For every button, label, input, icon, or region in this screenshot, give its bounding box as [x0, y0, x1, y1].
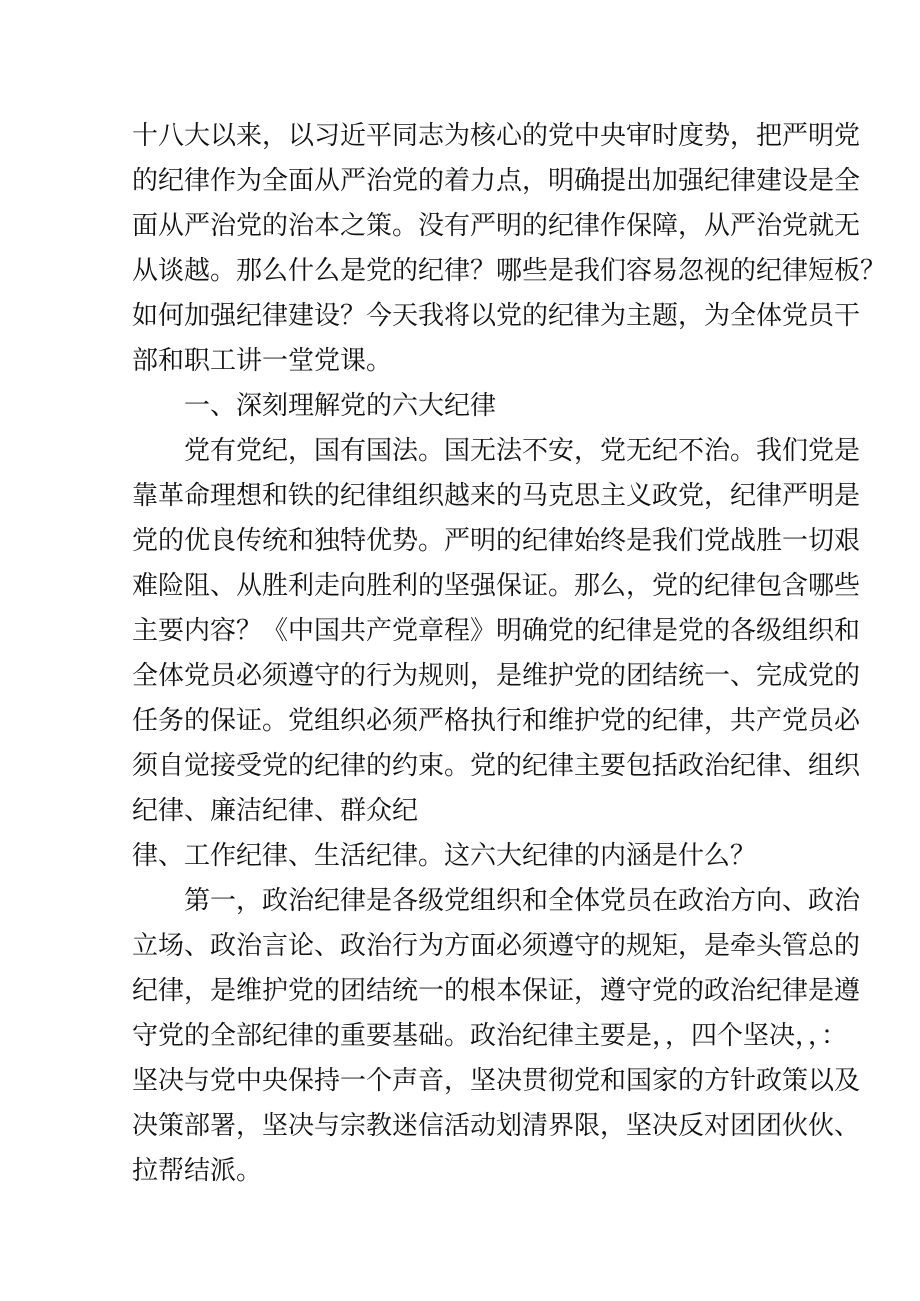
text-line: 如何加强纪律建设？今天我将以党的纪律为主题，为全体党员干	[132, 301, 861, 331]
text-line: 第一，政治纪律是各级党组织和全体党员在政治方向、政治	[184, 886, 861, 916]
text-line: 须自觉接受党的纪律的约束。党的纪律主要包括政治纪律、组织	[132, 751, 861, 781]
text-line: 任务的保证。党组织必须严格执行和维护党的纪律，共产党员必	[132, 706, 861, 736]
paragraph-intro	[132, 114, 887, 384]
paragraph-political-discipline	[132, 879, 861, 1194]
text-line: 律、工作纪律、生活纪律。这六大纪律的内涵是什么？	[132, 841, 757, 871]
text-line: 从谈越。那么什么是党的纪律？哪些是我们容易忽视的纪律短板？	[132, 256, 887, 286]
text-line: 立场、政治言论、政治行为方面必须遵守的规矩，是牵头管总的	[132, 931, 861, 961]
text-line: 纪律、廉洁纪律、群众纪	[132, 796, 419, 826]
document-body	[132, 114, 887, 1194]
text-line: 拉帮结派。	[132, 1156, 263, 1186]
text-line: 决策部署，坚决与宗教迷信活动划清界限，坚决反对团团伙伙、	[132, 1111, 861, 1141]
text-line: 坚决与党中央保持一个声音，坚决贯彻党和国家的方针政策以及	[132, 1066, 861, 1096]
section-heading	[132, 384, 796, 429]
paragraph-discipline	[132, 429, 861, 879]
text-line: 主要内容？《中国共产党章程》明确党的纪律是党的各级组织和	[132, 616, 861, 646]
text-line: 难险阻、从胜利走向胜利的坚强保证。那么，党的纪律包含哪些	[132, 571, 861, 601]
text-line: 守党的全部纪律的重要基础。政治纪律主要是，，四个坚决，，：	[132, 1021, 848, 1051]
text-line: 纪律，是维护党的团结统一的根本保证，遵守党的政治纪律是遵	[132, 976, 861, 1006]
text-line: 面从严治党的治本之策。没有严明的纪律作保障，从严治党就无	[132, 211, 861, 241]
text-line: 全体党员必须遵守的行为规则，是维护党的团结统一、完成党的	[132, 661, 861, 691]
text-line: 的纪律作为全面从严治党的着力点，明确提出加强纪律建设是全	[132, 166, 861, 196]
text-line: 十八大以来，以习近平同志为核心的党中央审时度势，把严明党	[132, 121, 861, 151]
text-line: 部和职工讲一堂党课。	[132, 346, 393, 376]
heading-text: 一、深刻理解党的六大纪律	[184, 391, 497, 421]
text-line: 靠革命理想和铁的纪律组织越来的马克思主义政党，纪律严明是	[132, 481, 861, 511]
text-line: 党有党纪，国有国法。国无法不安，党无纪不治。我们党是	[184, 436, 861, 466]
text-line: 党的优良传统和独特优势。严明的纪律始终是我们党战胜一切艰	[132, 526, 861, 556]
